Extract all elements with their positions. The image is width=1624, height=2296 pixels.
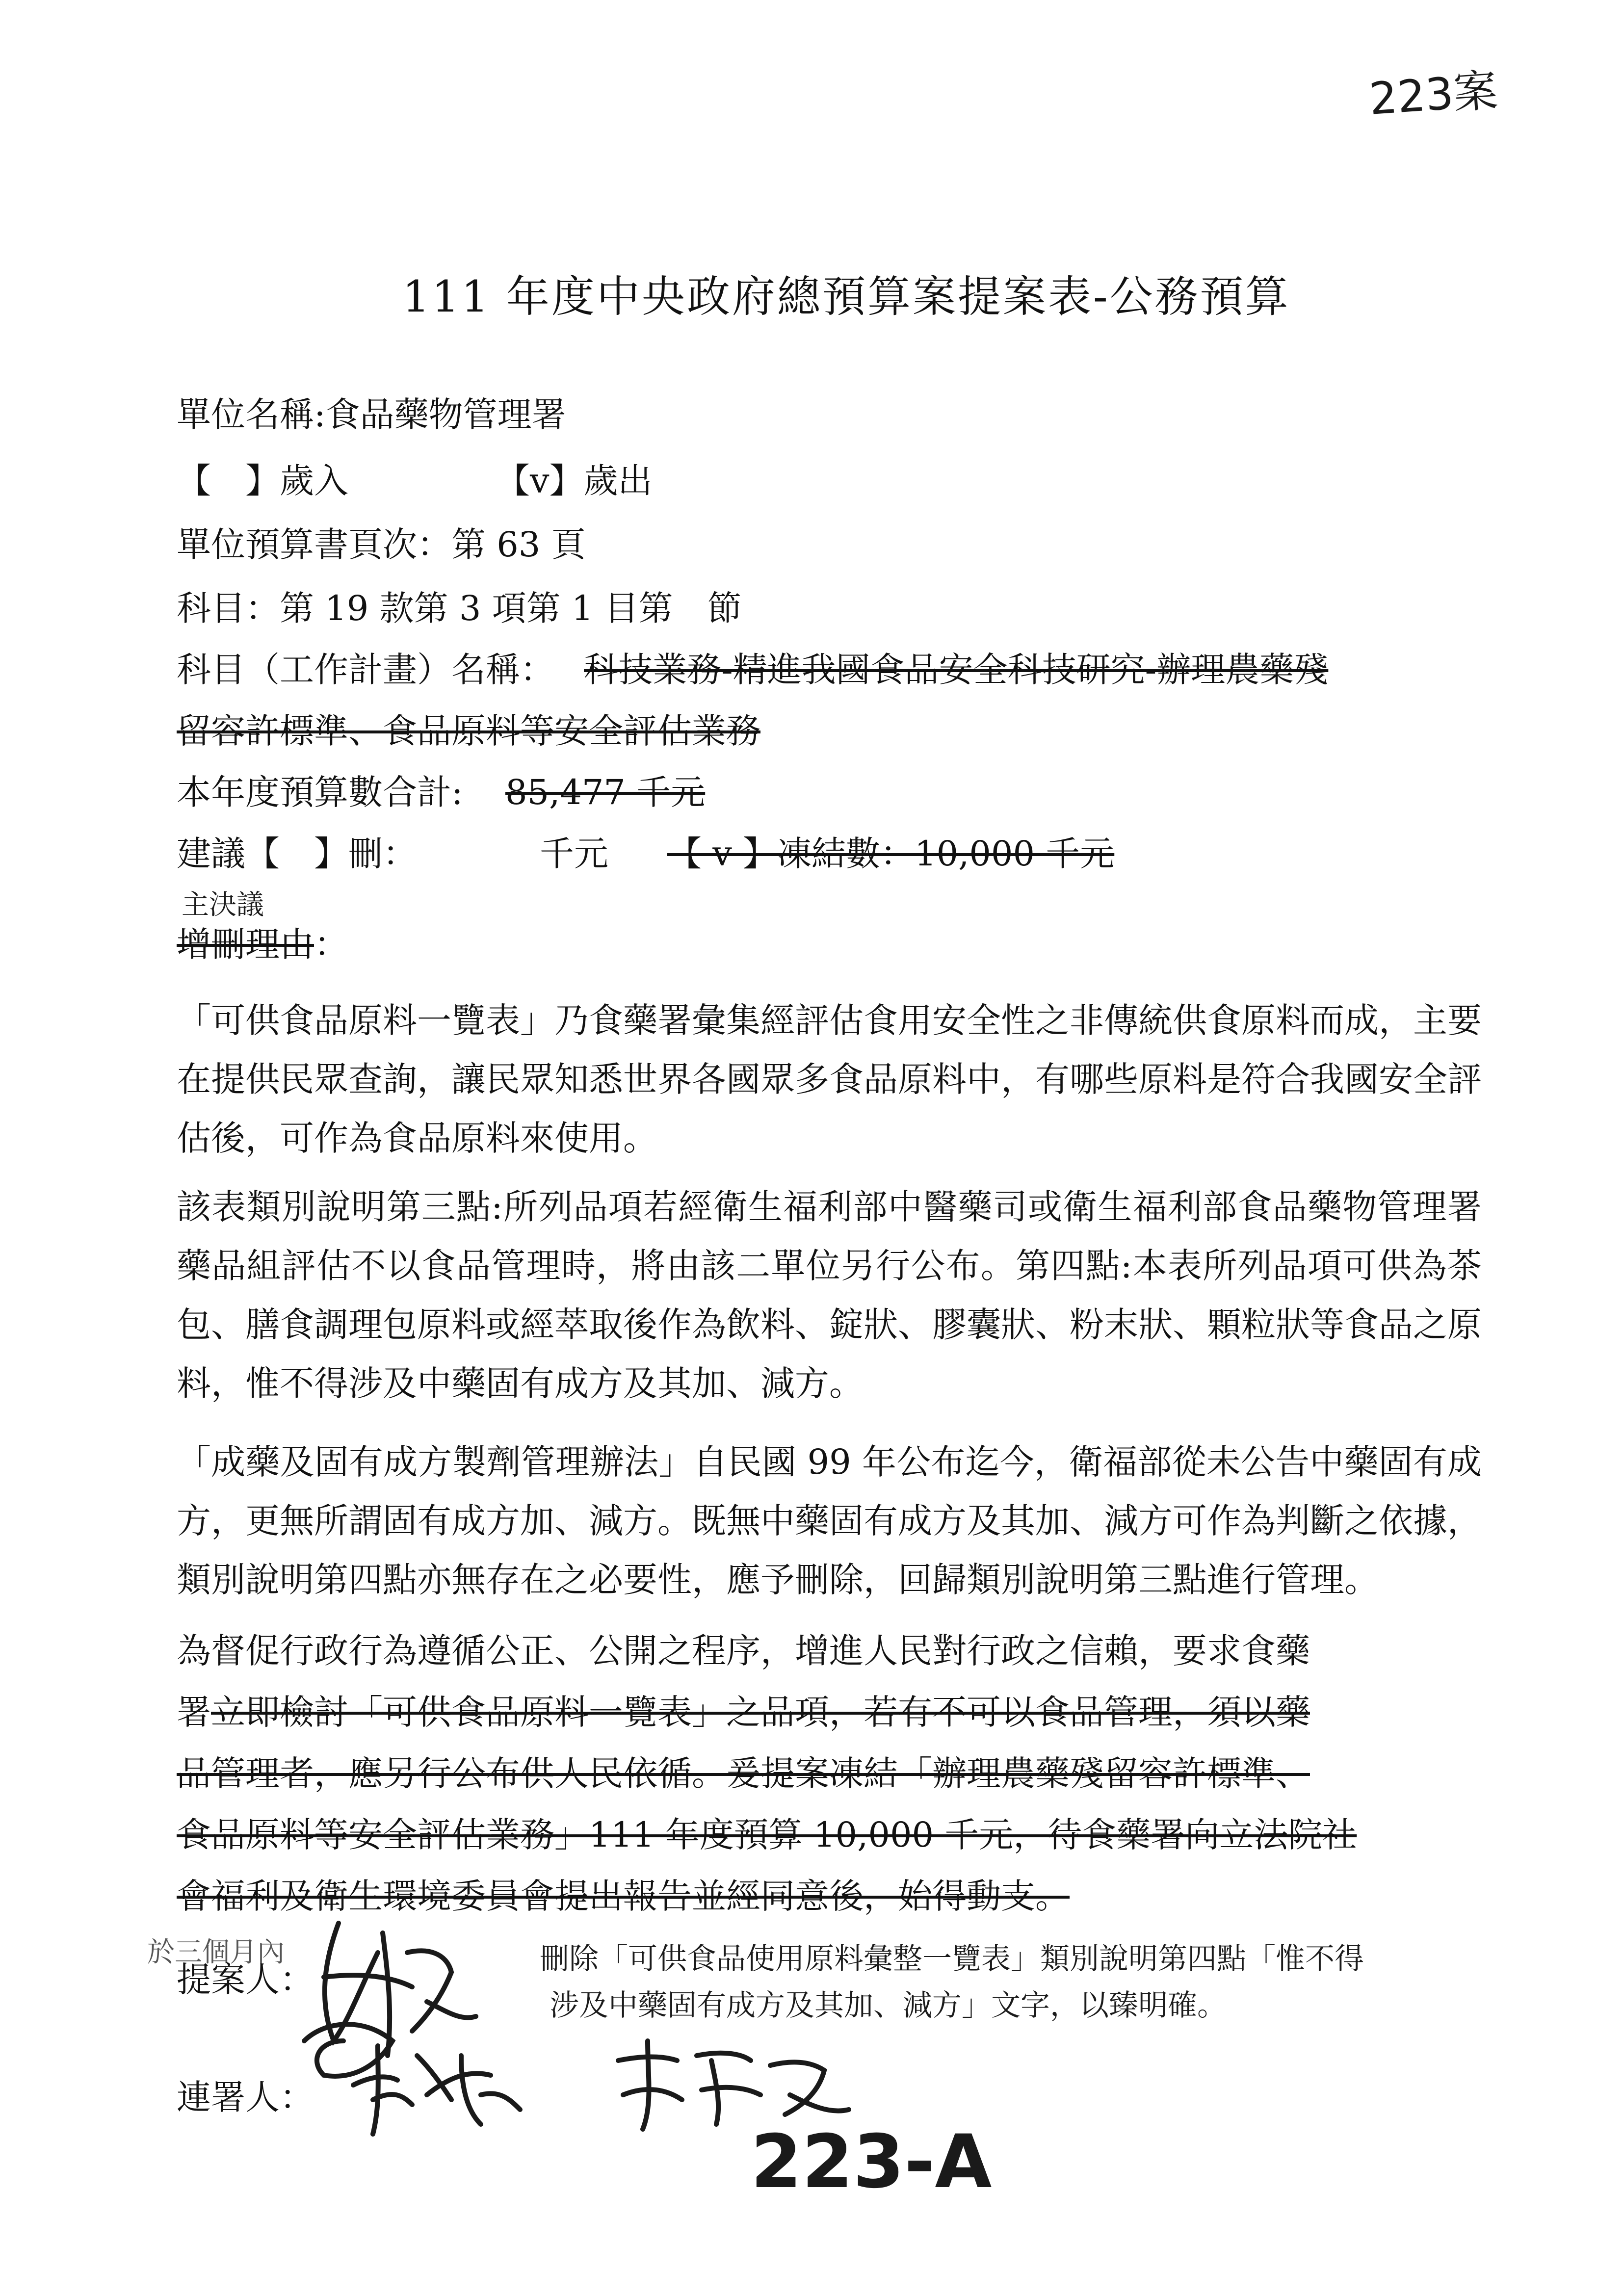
subject-code: 科目：第 19 款第 3 項第 1 目第 節 xyxy=(177,588,742,628)
paragraph-4-line2 xyxy=(177,1690,1310,1734)
cosigner-signature-1 xyxy=(343,2026,530,2144)
form-title: 111 年度中央政府總預算案提案表-公務預算 xyxy=(402,271,1290,322)
paragraph-4-line3: 品管理者，應另行公布供人民依循。爰提案凍結「辦理農藥殘留容許標準、 xyxy=(177,1753,1310,1794)
total-label: 本年度預算數合計: xyxy=(177,772,463,812)
paragraph-4-line4: 食品原料等安全評估業務」111 年度預算 10,000 千元，待食藥署向立法院社 xyxy=(177,1815,1357,1855)
budget-page: 單位預算書頁次：第 63 頁 xyxy=(177,524,586,565)
paragraph-2: 該表類別說明第三點:所列品項若經衛生福利部中醫藥司或衛生福利部食品藥物管理署藥品組評估不以食品管理時，將由該二單位另行公布。第四點:本表所列品項可供為茶包、膳食調理包原料或經萃取後作為飲料、錠狀、膠囊狀、粉末狀、顆粒狀等食品之原料，惟不得涉及中藥固有成方及其加、減方。 xyxy=(177,1187,1482,1404)
handwritten-note-line1: 刪除「可供食品使用原料彙整一覽表」類別說明第四點「惟不得 xyxy=(540,1942,1364,1976)
proposal-unit: 千元 xyxy=(540,834,608,874)
handwritten-case-number: 223-A xyxy=(751,2119,992,2205)
paragraph-3: 「成藥及固有成方製劑管理辦法」自民國 99 年公布迄今，衛福部從未公告中藥固有成方，更無所謂固有成方加、減方。既無中藥固有成方及其加、減方可作為判斷之依據，類別說明第四點亦無存在之必要性，應予刪除，回歸類別說明第三點進行管理。 xyxy=(177,1442,1482,1600)
unit-name: 單位名稱:食品藥物管理署 xyxy=(177,394,566,435)
handwritten-case-mark: 223案 xyxy=(1367,64,1499,125)
handwritten-within-three-months: 於三個月內 xyxy=(147,1936,285,1968)
paragraph-4-line2-struck: 立即檢討「可供食品原料一覽表」之品項，若有不可以食品管理，須以藥 xyxy=(211,1692,1310,1732)
proposer-label: 提案人： xyxy=(177,1959,314,2000)
total-value: 85,477 千元 xyxy=(505,772,706,812)
expenditure-checkbox: 【v】歲出 xyxy=(496,461,653,501)
freeze-amount: 【 v 】凍結數：10,000 千元 xyxy=(667,834,1115,874)
paragraph-1: 「可供食品原料一覽表」乃食藥署彙集經評估食用安全性之非傳統供食原料而成，主要在提供民眾查詢，讓民眾知悉世界各國眾多食品原料中，有哪些原料是符合我國安全評估後，可作為食品原料來使用。 xyxy=(177,1000,1482,1158)
handwritten-note-line2: 涉及中藥固有成方及其加、減方」文字，以臻明確。 xyxy=(550,1988,1227,2023)
plan-name-label: 科目（工作計畫）名稱： xyxy=(177,650,554,690)
paragraph-4-line1: 為督促行政行為遵循公正、公開之程序，增進人民對行政之信賴，要求食藥 xyxy=(177,1631,1310,1671)
paragraph-4-line2-prefix: 署 xyxy=(177,1692,211,1732)
proposal-label: 建議【 】刪： xyxy=(177,834,417,874)
reason-label xyxy=(177,922,348,966)
cosigner-label: 連署人： xyxy=(177,2077,314,2117)
reason-label-text: 增刪理由 xyxy=(177,924,314,965)
resolution-handwritten: 主決議 xyxy=(182,889,264,921)
reason-colon: ： xyxy=(314,924,348,965)
plan-name-struck-line2: 留容許標準、食品原料等安全評估業務 xyxy=(177,711,760,751)
revenue-checkbox: 【 】歲入 xyxy=(177,461,348,501)
paragraph-4-line5: 會福利及衛生環境委員會提出報告並經同意後，始得動支。 xyxy=(177,1876,1070,1916)
plan-name-struck-line1: 科技業務-精進我國食品安全科技研究-辦理農藥殘 xyxy=(584,650,1329,690)
